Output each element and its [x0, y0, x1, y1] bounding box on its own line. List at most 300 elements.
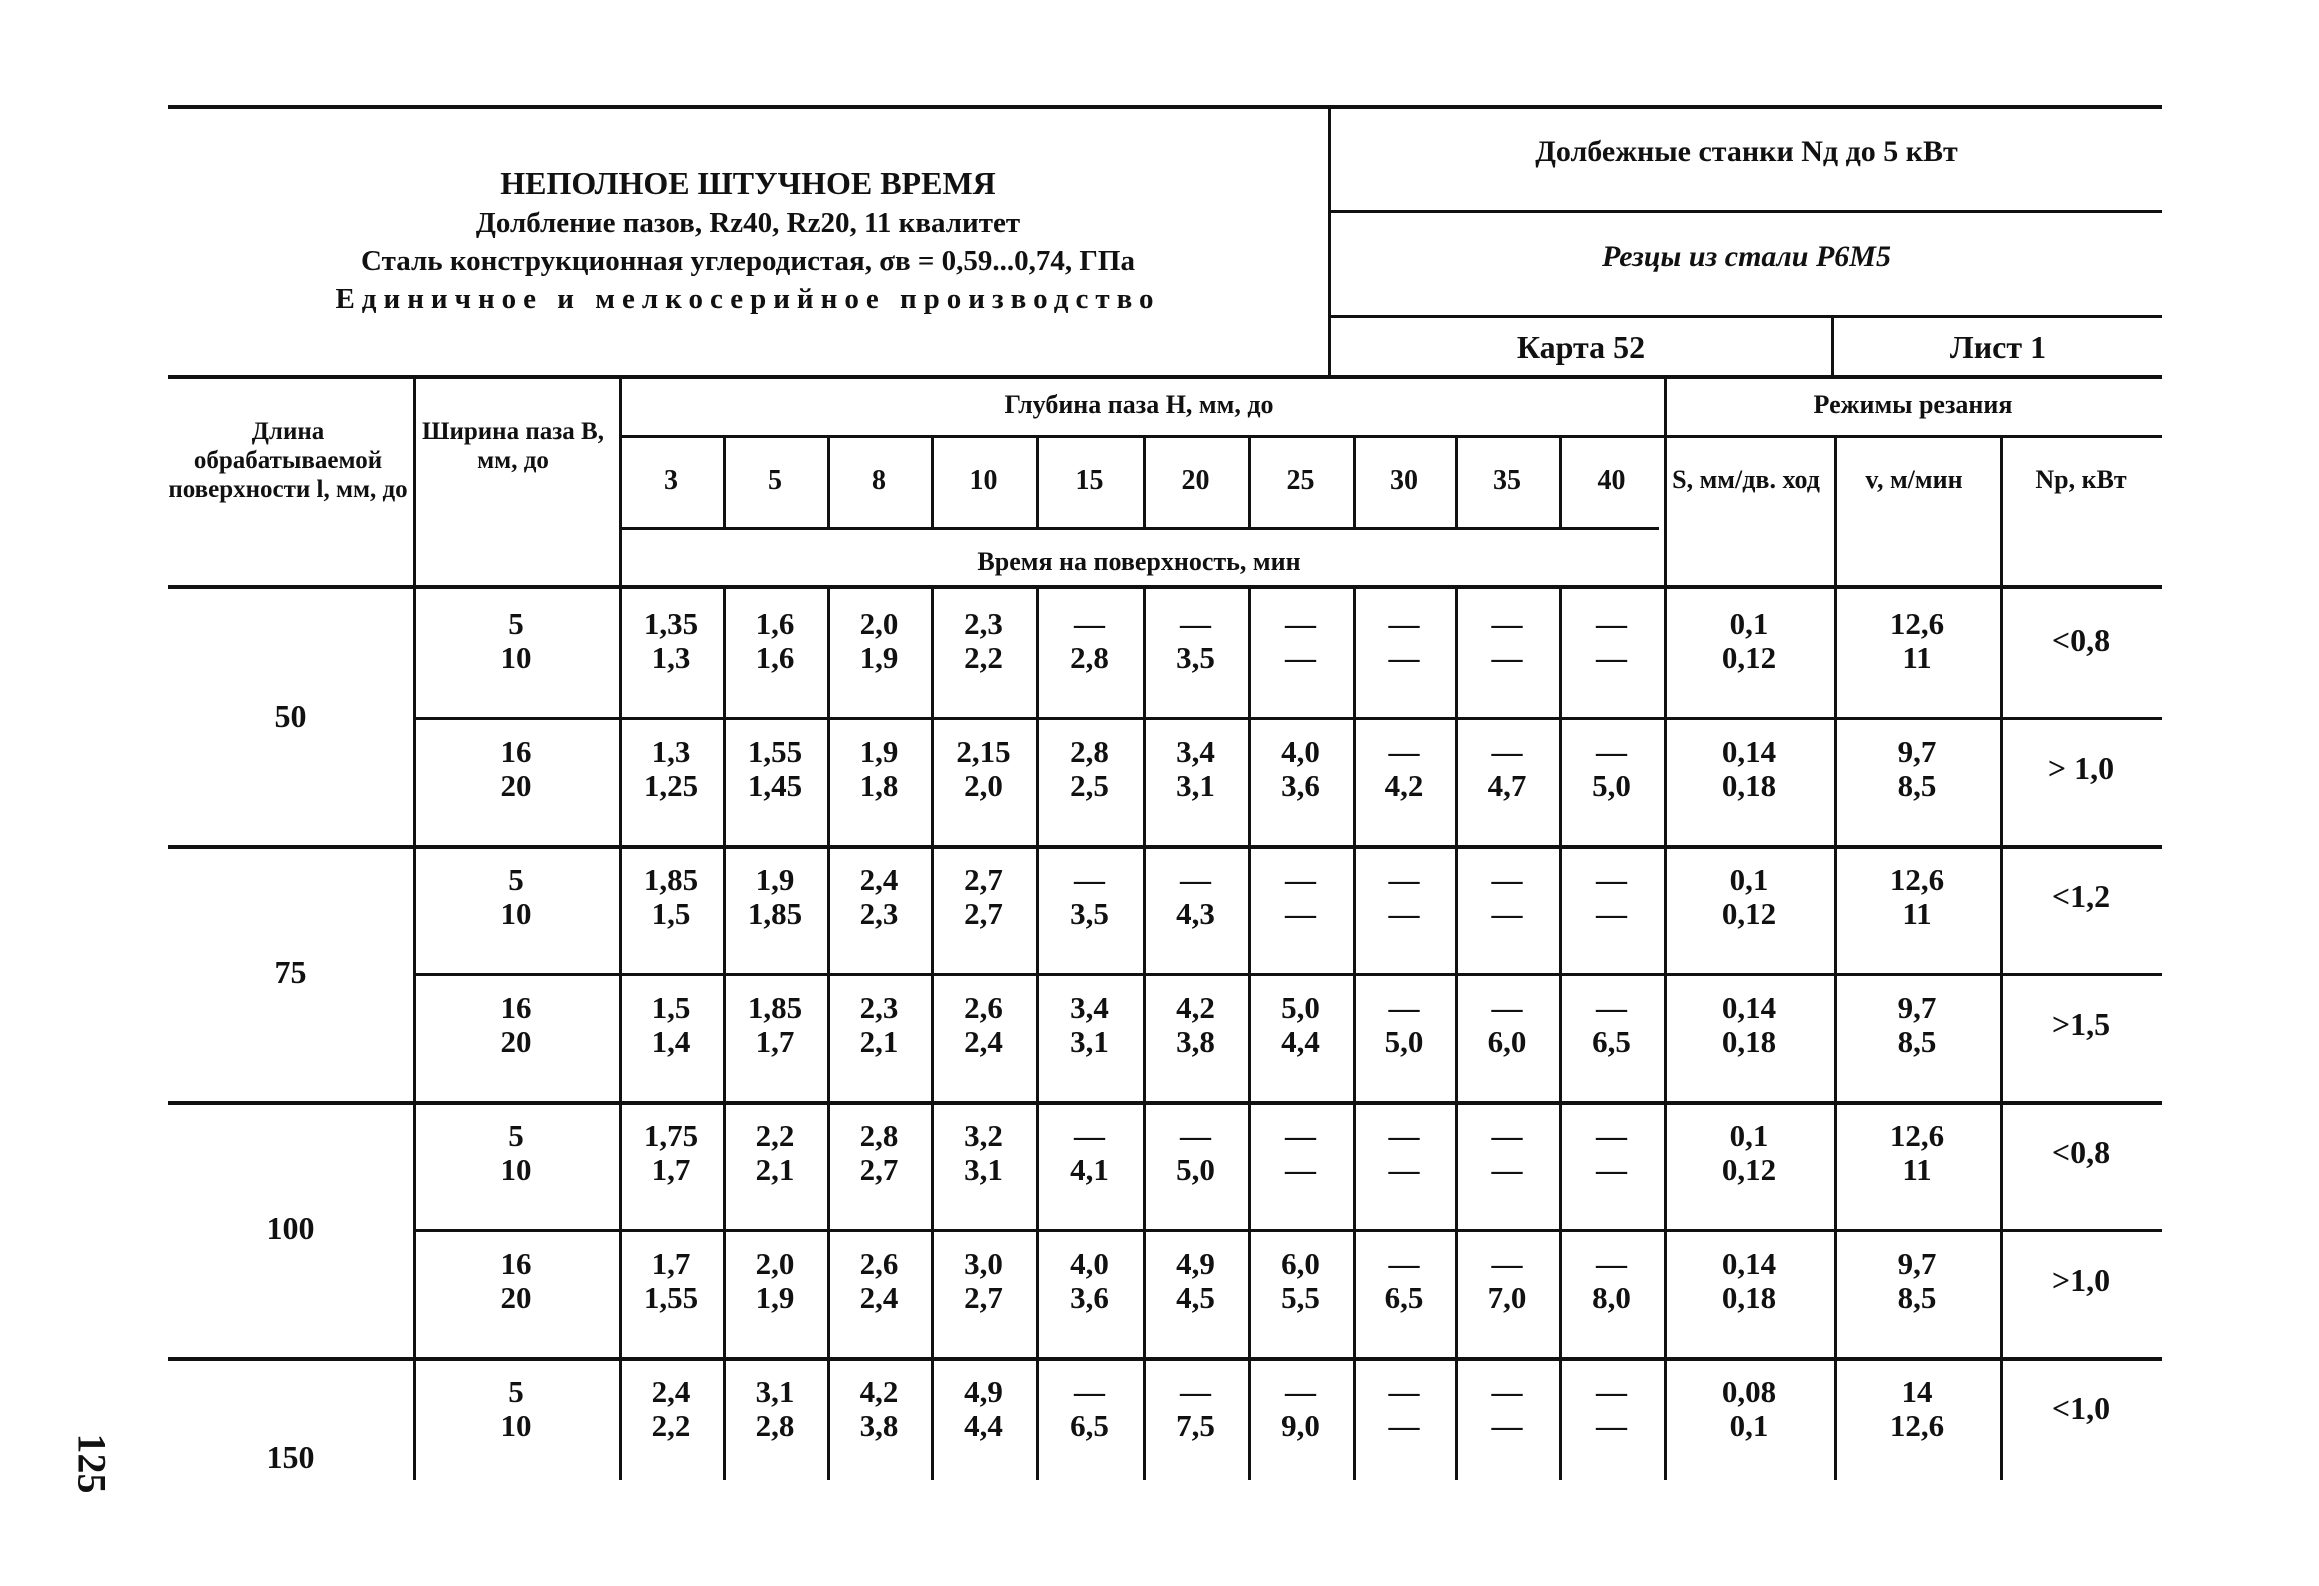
col-width-header: Ширина паза B, мм, до: [422, 418, 604, 474]
body-col-rule: [1559, 589, 1562, 1480]
body-col-rule: [1143, 589, 1146, 1480]
time-value: 6,0: [1281, 1246, 1320, 1281]
time-value: 1,5: [651, 896, 691, 931]
time-value: 3,6: [1281, 768, 1320, 803]
header-col-rule: [931, 437, 934, 527]
speed-value: 11: [1902, 1152, 1932, 1187]
header-col-rule: [619, 377, 622, 585]
time-cell: [827, 1119, 931, 1187]
time-cell: [931, 991, 1036, 1059]
time-value: —: [1596, 1152, 1627, 1187]
speed-value: 11: [1902, 640, 1932, 675]
speed-value: 12,6: [1889, 862, 1945, 897]
depth-value: 10: [969, 465, 998, 496]
feed-cell: [1664, 1247, 1834, 1315]
feed-value: 0,1: [1729, 1408, 1769, 1443]
depth-value: 5: [768, 465, 782, 496]
speed-cell: [1834, 1247, 2000, 1315]
header-col-rule: [1143, 437, 1146, 527]
time-value: —: [1491, 640, 1523, 675]
time-value: 1,4: [651, 1024, 691, 1059]
time-value: 1,85: [747, 990, 803, 1025]
feed-cell: [1664, 991, 1834, 1059]
power-value: > 1,0: [2047, 750, 2115, 786]
time-cell: [1353, 735, 1455, 803]
power-value: <1,0: [2051, 1390, 2111, 1426]
time-value: 1,9: [859, 640, 899, 675]
depth-value: 15: [1075, 465, 1104, 496]
time-value: 2,8: [859, 1118, 899, 1153]
time-value: 2,5: [1070, 768, 1109, 803]
time-cell: [1248, 735, 1353, 803]
feed-cell: [1664, 735, 1834, 803]
body-col-rule: [1664, 589, 1667, 1480]
row-rule: [413, 973, 2162, 976]
time-cell: [931, 863, 1036, 931]
time-value: —: [1491, 862, 1523, 897]
time-cell: [827, 991, 931, 1059]
slot-width: 5: [508, 1118, 524, 1153]
body-col-rule: [1455, 589, 1458, 1480]
time-cell: [827, 1247, 931, 1315]
header-rule-2: [1331, 315, 2162, 318]
time-cell: [1143, 1375, 1248, 1443]
time-value: —: [1285, 1152, 1316, 1187]
body-col-rule: [827, 589, 830, 1480]
speed-cell: [1834, 1119, 2000, 1187]
slot-width: 5: [508, 1374, 524, 1409]
time-value: 2,2: [755, 1118, 795, 1153]
speed-value: 14: [1901, 1374, 1933, 1409]
depth-value: 8: [872, 465, 886, 496]
time-cell: [1143, 1119, 1248, 1187]
time-value: 1,7: [651, 1246, 691, 1281]
header-col-rule: [1559, 437, 1562, 527]
time-value: 2,4: [859, 1280, 899, 1315]
time-value: —: [1388, 640, 1420, 675]
time-value: 4,9: [1176, 1246, 1215, 1281]
depth-value: 40: [1597, 465, 1626, 496]
time-value: 5,0: [1176, 1152, 1215, 1187]
time-value: 3,1: [964, 1152, 1003, 1187]
card-number: Карта 52: [1516, 329, 1646, 365]
time-value: 2,2: [651, 1408, 691, 1443]
depth-value: 35: [1493, 465, 1521, 496]
time-value: 9,0: [1281, 1408, 1320, 1443]
time-value: —: [1491, 990, 1523, 1025]
time-value: —: [1596, 990, 1627, 1025]
time-value: 2,0: [859, 606, 899, 641]
time-value: 2,15: [956, 734, 1011, 769]
time-value: —: [1285, 896, 1316, 931]
time-cell: [1036, 1119, 1143, 1187]
time-value: 4,7: [1487, 768, 1527, 803]
time-cell: [1353, 607, 1455, 675]
header-col-rule: [1248, 437, 1251, 527]
time-value: —: [1285, 640, 1316, 675]
time-value: —: [1491, 1118, 1523, 1153]
body-col-rule: [931, 589, 934, 1480]
time-cell: [931, 1375, 1036, 1443]
col-n-header: Nр, кВт: [2035, 465, 2127, 494]
time-value: —: [1285, 862, 1316, 897]
time-cell: [1559, 1119, 1664, 1187]
time-value: —: [1285, 1118, 1316, 1153]
time-value: 4,5: [1176, 1280, 1215, 1315]
time-value: —: [1596, 1246, 1627, 1281]
time-value: 3,1: [1176, 768, 1215, 803]
time-cell: [1248, 863, 1353, 931]
speed-value: 11: [1902, 896, 1932, 931]
time-cell: [1353, 991, 1455, 1059]
time-cell: [1455, 1375, 1559, 1443]
title-material: Сталь конструкционная углеродистая, σв = 0,59...0,74, ГПа: [361, 245, 1135, 277]
body-col-rule: [1834, 589, 1837, 1480]
header-col-rule: [1036, 437, 1039, 527]
slot-width-cell: [413, 735, 619, 803]
time-value: 5,0: [1384, 1024, 1424, 1059]
time-value: 1,7: [755, 1024, 795, 1059]
time-cell: [827, 1375, 931, 1443]
time-value: —: [1596, 1408, 1627, 1443]
time-value: 3,5: [1176, 640, 1215, 675]
time-value: 1,55: [747, 734, 803, 769]
time-cell: [1455, 1247, 1559, 1315]
time-value: 2,3: [859, 896, 899, 931]
time-value: —: [1491, 896, 1523, 931]
body-top-rule: [168, 585, 2162, 589]
time-value: —: [1596, 896, 1627, 931]
time-value: —: [1074, 862, 1105, 897]
body-col-rule: [1036, 589, 1039, 1480]
time-value: 3,1: [755, 1374, 795, 1409]
time-value: 1,6: [755, 606, 795, 641]
time-cell: [723, 863, 827, 931]
time-value: 1,7: [651, 1152, 691, 1187]
time-value: 2,3: [859, 990, 899, 1025]
time-value: 4,3: [1176, 896, 1215, 931]
slot-width: 20: [500, 1280, 532, 1315]
time-value: 3,4: [1070, 990, 1109, 1025]
slot-width: 20: [500, 1024, 532, 1059]
time-value: 2,4: [964, 1024, 1003, 1059]
depth-header: Глубина паза H, мм, до: [1004, 390, 1274, 419]
slot-width: 16: [500, 990, 532, 1025]
time-value: —: [1180, 606, 1211, 641]
time-value: —: [1388, 990, 1420, 1025]
depth-rule: [619, 435, 2162, 438]
time-value: 1,85: [747, 896, 803, 931]
time-cell: [1248, 1247, 1353, 1315]
time-value: —: [1388, 734, 1420, 769]
speed-value: 12,6: [1889, 1118, 1945, 1153]
time-value: 7,5: [1176, 1408, 1215, 1443]
time-cell: [619, 607, 723, 675]
time-value: 3,8: [859, 1408, 899, 1443]
time-value: 2,7: [964, 862, 1003, 897]
feed-cell: [1664, 863, 1834, 931]
header-col-rule: [1834, 437, 1837, 585]
time-value: —: [1074, 606, 1105, 641]
time-value: —: [1388, 862, 1420, 897]
time-value: 3,2: [964, 1118, 1003, 1153]
header-col-rule: [2000, 437, 2003, 585]
slot-width: 16: [500, 734, 532, 769]
time-cell: [931, 607, 1036, 675]
time-value: 2,0: [964, 768, 1003, 803]
time-value: 1,9: [859, 734, 899, 769]
group-rule: [168, 845, 2162, 849]
time-value: 1,25: [643, 768, 699, 803]
title-production: Единичное и мелкосерийное производство: [335, 283, 1161, 315]
time-cell: [1559, 1247, 1664, 1315]
time-value: —: [1074, 1118, 1105, 1153]
speed-value: 9,7: [1897, 734, 1937, 769]
length-value: 100: [266, 1210, 315, 1246]
group-rule: [168, 1357, 2162, 1361]
time-cell: [1248, 1119, 1353, 1187]
slot-width-cell: [413, 991, 619, 1059]
length-value: 50: [274, 698, 307, 734]
time-value: 3,0: [964, 1246, 1003, 1281]
feed-value: 0,1: [1729, 606, 1769, 641]
time-cell: [1036, 735, 1143, 803]
time-value: 2,0: [755, 1246, 795, 1281]
time-value: 3,5: [1070, 896, 1109, 931]
feed-value: 0,14: [1721, 990, 1777, 1025]
time-value: 4,1: [1070, 1152, 1109, 1187]
feed-value: 0,14: [1721, 1246, 1777, 1281]
slot-width-cell: [413, 863, 619, 931]
time-value: —: [1285, 606, 1316, 641]
speed-value: 9,7: [1897, 1246, 1937, 1281]
time-cell: [1143, 735, 1248, 803]
header-rule-1: [1331, 210, 2162, 213]
time-cell: [1143, 1247, 1248, 1315]
speed-value: 9,7: [1897, 990, 1937, 1025]
time-cell: [1455, 863, 1559, 931]
body-col-rule: [413, 589, 416, 1480]
time-cell: [1559, 991, 1664, 1059]
time-value: 6,0: [1487, 1024, 1527, 1059]
depth-bottom-rule: [619, 527, 1659, 530]
time-value: 1,5: [651, 990, 691, 1025]
time-value: 2,4: [651, 1374, 691, 1409]
depth-value: 3: [664, 465, 678, 496]
feed-cell: [1664, 1119, 1834, 1187]
title-operation: Долбление пазов, Rz40, Rz20, 11 квалитет: [475, 207, 1021, 239]
time-value: 3,8: [1176, 1024, 1215, 1059]
time-value: 2,3: [964, 606, 1003, 641]
time-cell: [827, 735, 931, 803]
time-cell: [1143, 863, 1248, 931]
time-cell: [619, 1119, 723, 1187]
speed-cell: [1834, 607, 2000, 675]
time-value: 1,9: [755, 1280, 795, 1315]
feed-value: 0,08: [1721, 1374, 1777, 1409]
slot-width: 20: [500, 768, 532, 803]
time-cell: [619, 735, 723, 803]
time-value: —: [1388, 896, 1420, 931]
time-cell: [1248, 607, 1353, 675]
time-value: —: [1491, 606, 1523, 641]
time-value: 5,5: [1281, 1280, 1320, 1315]
slot-width-cell: [413, 607, 619, 675]
header-col-rule: [1664, 377, 1667, 585]
time-cell: [931, 1119, 1036, 1187]
time-value: 6,5: [1384, 1280, 1424, 1315]
sheet-number: Лист 1: [1949, 329, 2047, 365]
slot-width: 10: [500, 640, 532, 675]
row-rule: [413, 717, 2162, 720]
time-cell: [1559, 607, 1664, 675]
time-value: 1,85: [643, 862, 699, 897]
time-cell: [1036, 607, 1143, 675]
time-value: 7,0: [1487, 1280, 1527, 1315]
time-cell: [1559, 863, 1664, 931]
time-value: 1,3: [651, 640, 691, 675]
feed-value: 0,18: [1721, 768, 1777, 803]
power-value: <0,8: [2051, 622, 2111, 658]
time-cell: [1353, 1375, 1455, 1443]
time-value: —: [1491, 1408, 1523, 1443]
feed-value: 0,18: [1721, 1280, 1777, 1315]
time-value: 2,1: [755, 1152, 795, 1187]
feed-value: 0,1: [1729, 1118, 1769, 1153]
time-value: 1,75: [643, 1118, 699, 1153]
power-value: >1,5: [2051, 1006, 2111, 1042]
time-value: 1,6: [755, 640, 795, 675]
speed-cell: [1834, 991, 2000, 1059]
table-top-rule: [168, 375, 2162, 379]
time-cell: [1353, 1119, 1455, 1187]
feed-value: 0,12: [1721, 640, 1777, 675]
time-cell: [1455, 735, 1559, 803]
time-value: 5,0: [1281, 990, 1320, 1025]
time-cell: [619, 1375, 723, 1443]
feed-value: 0,12: [1721, 1152, 1777, 1187]
time-cell: [723, 735, 827, 803]
header-col-rule: [1353, 437, 1356, 527]
time-cell: [1455, 1119, 1559, 1187]
time-value: 2,7: [964, 1280, 1003, 1315]
body-col-rule: [2000, 589, 2003, 1480]
time-cell: [827, 607, 931, 675]
slot-width: 10: [500, 1408, 532, 1443]
time-cell: [1036, 1247, 1143, 1315]
time-value: 4,2: [1384, 768, 1424, 803]
time-value: 2,6: [859, 1246, 899, 1281]
time-value: 3,6: [1070, 1280, 1109, 1315]
time-value: 1,9: [755, 862, 795, 897]
feed-value: 0,18: [1721, 1024, 1777, 1059]
time-cell: [1248, 991, 1353, 1059]
time-value: 4,2: [1176, 990, 1215, 1025]
time-cell: [619, 863, 723, 931]
time-value: 4,2: [859, 1374, 899, 1409]
time-value: —: [1491, 1374, 1523, 1409]
length-value: 150: [266, 1439, 315, 1475]
time-value: 2,8: [1070, 734, 1109, 769]
time-value: —: [1180, 1374, 1211, 1409]
time-value: 6,5: [1592, 1024, 1631, 1059]
time-value: 1,45: [747, 768, 803, 803]
depth-value: 30: [1390, 465, 1418, 496]
time-value: 4,4: [964, 1408, 1003, 1443]
time-header: Время на поверхность, мин: [977, 547, 1301, 576]
time-value: —: [1596, 640, 1627, 675]
time-value: 1,55: [643, 1280, 699, 1315]
col-length-header: Длина обрабатываемой поверхности l, мм, до: [168, 418, 408, 503]
slot-width: 10: [500, 1152, 532, 1187]
time-cell: [1036, 863, 1143, 931]
time-value: —: [1285, 1374, 1316, 1409]
time-value: —: [1596, 734, 1627, 769]
slot-width-cell: [413, 1119, 619, 1187]
time-cell: [723, 1119, 827, 1187]
header-col-rule: [413, 377, 416, 585]
time-value: 4,0: [1281, 734, 1320, 769]
time-value: 2,7: [859, 1152, 899, 1187]
time-cell: [1248, 1375, 1353, 1443]
time-value: 2,6: [964, 990, 1003, 1025]
time-cell: [827, 863, 931, 931]
body-col-rule: [1248, 589, 1251, 1480]
time-value: —: [1388, 1118, 1420, 1153]
body-col-rule: [619, 589, 622, 1480]
time-value: 4,0: [1070, 1246, 1109, 1281]
time-cell: [1455, 991, 1559, 1059]
feed-cell: [1664, 607, 1834, 675]
time-value: 2,7: [964, 896, 1003, 931]
time-value: 6,5: [1070, 1408, 1109, 1443]
time-value: 1,3: [651, 734, 691, 769]
time-value: 2,8: [755, 1408, 795, 1443]
header-col-rule: [723, 437, 726, 527]
modes-header: Режимы резания: [1813, 390, 2013, 419]
header-col-rule: [1455, 437, 1458, 527]
depth-value: 25: [1286, 465, 1315, 496]
speed-value: 12,6: [1889, 1408, 1945, 1443]
body-col-rule: [1353, 589, 1356, 1480]
time-cell: [931, 735, 1036, 803]
slot-width: 5: [508, 862, 524, 897]
slot-width-cell: [413, 1375, 619, 1443]
power-value: >1,0: [2051, 1262, 2111, 1298]
time-cell: [723, 1247, 827, 1315]
time-value: 4,9: [964, 1374, 1003, 1409]
time-value: 1,8: [859, 768, 899, 803]
time-cell: [619, 991, 723, 1059]
time-value: —: [1596, 1118, 1627, 1153]
time-value: —: [1491, 1246, 1523, 1281]
time-value: —: [1596, 606, 1627, 641]
time-value: —: [1388, 1374, 1420, 1409]
time-value: —: [1388, 606, 1420, 641]
time-cell: [619, 1247, 723, 1315]
time-cell: [723, 1375, 827, 1443]
time-value: 8,0: [1592, 1280, 1631, 1315]
time-value: —: [1388, 1408, 1420, 1443]
speed-value: 12,6: [1889, 606, 1945, 641]
time-value: —: [1388, 1246, 1420, 1281]
time-cell: [1036, 1375, 1143, 1443]
power-value: <0,8: [2051, 1134, 2111, 1170]
speed-cell: [1834, 1375, 2000, 1443]
slot-width: 16: [500, 1246, 532, 1281]
time-value: —: [1388, 1152, 1420, 1187]
time-value: —: [1180, 1118, 1211, 1153]
